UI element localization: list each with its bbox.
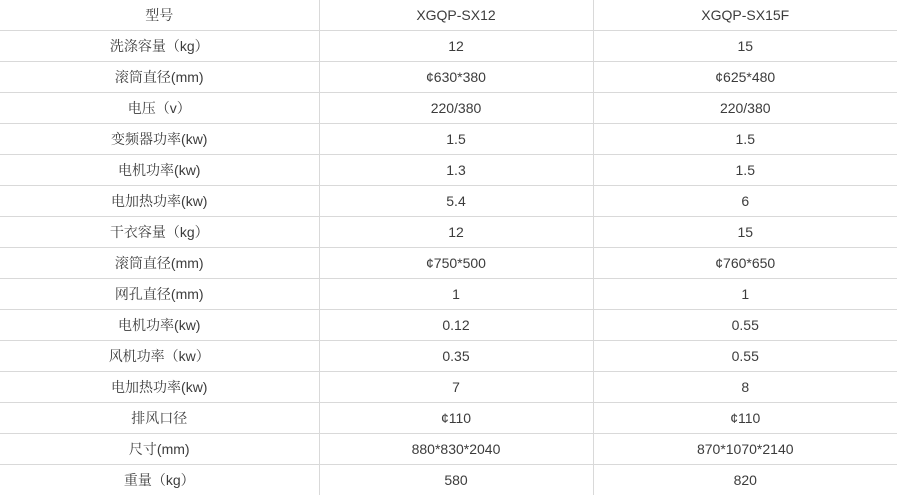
row-value-model-2: ¢760*650 — [593, 248, 897, 279]
row-value-model-1: 1.3 — [319, 155, 593, 186]
row-label: 滚筒直径(mm) — [0, 62, 319, 93]
row-label: 风机功率（kw） — [0, 341, 319, 372]
row-value-model-2: 15 — [593, 31, 897, 62]
row-value-model-1: 220/380 — [319, 93, 593, 124]
row-value-model-1: 880*830*2040 — [319, 434, 593, 465]
row-label: 电加热功率(kw) — [0, 372, 319, 403]
table-row — [0, 0, 897, 31]
row-label: 电压（v） — [0, 93, 319, 124]
row-value-model-1: ¢750*500 — [319, 248, 593, 279]
row-value-model-1: 0.12 — [319, 310, 593, 341]
row-label: 干衣容量（kg） — [0, 217, 319, 248]
table-row — [0, 403, 897, 434]
table-row — [0, 124, 897, 155]
row-label: 电加热功率(kw) — [0, 186, 319, 217]
row-value-model-1: ¢630*380 — [319, 62, 593, 93]
row-value-model-2: 0.55 — [593, 310, 897, 341]
table-row — [0, 434, 897, 465]
row-value-model-2: 870*1070*2140 — [593, 434, 897, 465]
row-value-model-2: XGQP-SX15F — [593, 0, 897, 31]
table-row — [0, 279, 897, 310]
row-value-model-2: ¢110 — [593, 403, 897, 434]
row-label: 网孔直径(mm) — [0, 279, 319, 310]
row-label: 型号 — [0, 0, 319, 31]
row-value-model-1: 580 — [319, 465, 593, 496]
row-label: 电机功率(kw) — [0, 155, 319, 186]
row-value-model-2: 1.5 — [593, 155, 897, 186]
row-value-model-1: 12 — [319, 31, 593, 62]
row-value-model-2: 220/380 — [593, 93, 897, 124]
row-value-model-1: 7 — [319, 372, 593, 403]
table-row — [0, 310, 897, 341]
row-value-model-2: ¢625*480 — [593, 62, 897, 93]
row-value-model-2: 8 — [593, 372, 897, 403]
table-row — [0, 341, 897, 372]
row-value-model-2: 15 — [593, 217, 897, 248]
row-value-model-2: 820 — [593, 465, 897, 496]
row-value-model-2: 0.55 — [593, 341, 897, 372]
table-row — [0, 93, 897, 124]
table-row — [0, 372, 897, 403]
row-value-model-1: 12 — [319, 217, 593, 248]
row-label: 电机功率(kw) — [0, 310, 319, 341]
row-label: 排风口径 — [0, 403, 319, 434]
row-value-model-2: 6 — [593, 186, 897, 217]
row-value-model-1: 5.4 — [319, 186, 593, 217]
row-label: 滚筒直径(mm) — [0, 248, 319, 279]
row-label: 洗涤容量（kg） — [0, 31, 319, 62]
row-label: 重量（kg） — [0, 465, 319, 496]
row-value-model-2: 1.5 — [593, 124, 897, 155]
row-value-model-1: 0.35 — [319, 341, 593, 372]
row-value-model-1: 1 — [319, 279, 593, 310]
table-row — [0, 31, 897, 62]
row-label: 变频器功率(kw) — [0, 124, 319, 155]
table-row — [0, 217, 897, 248]
table-row — [0, 155, 897, 186]
row-value-model-1: ¢110 — [319, 403, 593, 434]
table-row — [0, 248, 897, 279]
row-value-model-1: 1.5 — [319, 124, 593, 155]
table-row — [0, 62, 897, 93]
table-row — [0, 465, 897, 496]
row-value-model-2: 1 — [593, 279, 897, 310]
row-label: 尺寸(mm) — [0, 434, 319, 465]
table-row — [0, 186, 897, 217]
row-value-model-1: XGQP-SX12 — [319, 0, 593, 31]
